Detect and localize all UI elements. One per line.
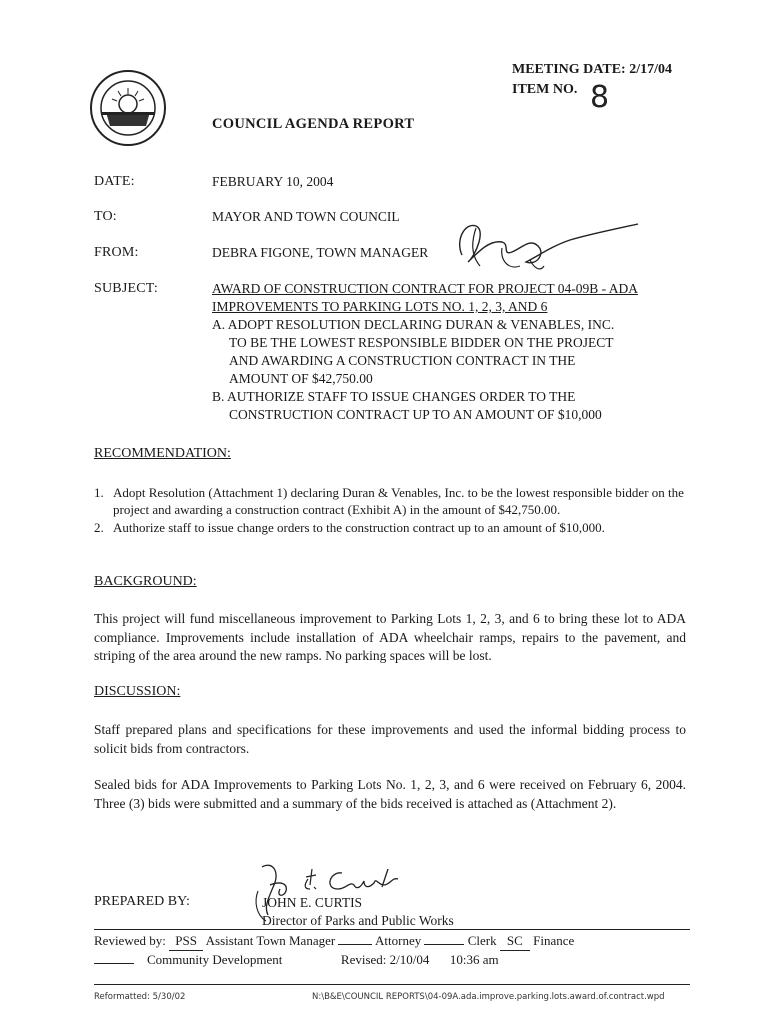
footer-file-path: N:\B&E\COUNCIL REPORTS\04-09A.ada.improve.parking.lots.award.of.contract.wpd [312, 992, 665, 1002]
preparer-title: Director of Parks and Public Works [262, 913, 454, 928]
revised-time: 10:36 am [449, 952, 499, 967]
to-label: TO: [94, 209, 117, 224]
clerk-blank [424, 944, 464, 945]
atm-label: Assistant Town Manager [205, 933, 336, 948]
discussion-para-1 [94, 721, 686, 758]
review-line-1 [94, 932, 694, 951]
recommendation-heading: RECOMMENDATION: [94, 446, 231, 461]
footer-reformatted: Reformatted: 5/30/02 [94, 992, 186, 1002]
list-item-text: Adopt Resolution (Attachment 1) declaring Duran & Venables, Inc. to be the lowest responsible bidder on the project and awarding a construction contract (Exhibit A) in the amount of $42,750.00. [113, 485, 684, 517]
review-block [94, 932, 694, 969]
meeting-date: MEETING DATE: 2/17/04 [512, 62, 672, 77]
background-text [94, 610, 686, 666]
subject-line: IMPROVEMENTS TO PARKING LOTS NO. 1, 2, 3, AND 6 [212, 299, 548, 314]
subject-a-line: AMOUNT OF $42,750.00 [229, 371, 373, 386]
subject-line: AWARD OF CONSTRUCTION CONTRACT FOR PROJECT 04-09B - ADA [212, 281, 638, 296]
background-paragraph: This project will fund miscellaneous improvement to Parking Lots 1, 2, 3, and 6 to bring these lot to ADA compliance. Improvements include installation of ADA wheelchair ramps, repairs to the pavement, and striping of the area around the new ramps. No parking spaces will be lost. [94, 611, 686, 663]
subject-a-line: TO BE THE LOWEST RESPONSIBLE BIDDER ON THE PROJECT [229, 335, 614, 350]
community-label: Community Development [147, 952, 283, 967]
divider [94, 929, 690, 930]
prepared-by-label: PREPARED BY: [94, 894, 190, 909]
subject-block [212, 280, 692, 424]
discussion-heading: DISCUSSION: [94, 684, 181, 699]
from-label: FROM: [94, 245, 139, 260]
attorney-label: Attorney [375, 933, 422, 948]
date-label: DATE: [94, 174, 135, 189]
list-item [94, 519, 690, 536]
preparer-name: JOHN E. CURTIS [262, 895, 363, 910]
subject-b-line: B. AUTHORIZE STAFF TO ISSUE CHANGES ORDER TO THE [212, 389, 576, 404]
subject-a-line: AND AWARDING A CONSTRUCTION CONTRACT IN THE [229, 353, 576, 368]
list-item-number: 1. [94, 485, 104, 500]
review-line-2 [94, 951, 694, 969]
item-number-handwritten: 8 [590, 80, 610, 115]
list-item-number: 2. [94, 520, 104, 535]
finance-label: Finance [533, 933, 575, 948]
subject-label: SUBJECT: [94, 281, 158, 296]
discussion-paragraph: Staff prepared plans and specifications for these improvements and used the informal bidding process to solicit bids from contractors. [94, 722, 686, 756]
from-value: DEBRA FIGONE, TOWN MANAGER [212, 245, 429, 260]
discussion-para-2 [94, 776, 686, 813]
preparer-block [262, 894, 454, 930]
discussion-paragraph: Sealed bids for ADA Improvements to Parking Lots No. 1, 2, 3, and 6 were received on February 6, 2004. Three (3) bids were submitted and a summary of the bids received is attached as (Attachment 2). [94, 777, 686, 811]
subject-a-line: A. ADOPT RESOLUTION DECLARING DURAN & VENABLES, INC. [212, 317, 615, 332]
list-item [94, 484, 690, 518]
date-value: FEBRUARY 10, 2004 [212, 174, 334, 189]
report-title: COUNCIL AGENDA REPORT [212, 116, 415, 132]
attorney-blank [338, 944, 372, 945]
revised-date: Revised: 2/10/04 [340, 952, 430, 967]
clerk-label: Clerk [467, 933, 497, 948]
item-no-label: ITEM NO. [512, 82, 578, 97]
background-heading: BACKGROUND: [94, 574, 197, 589]
divider [94, 984, 690, 985]
reviewed-by-label: Reviewed by: [94, 933, 166, 948]
to-value: MAYOR AND TOWN COUNCIL [212, 209, 400, 224]
atm-initials: PSS [169, 932, 203, 951]
manager-signature [240, 210, 660, 280]
town-seal [88, 68, 168, 148]
community-blank [94, 963, 134, 964]
recommendation-list [94, 484, 690, 537]
subject-b-line: CONSTRUCTION CONTRACT UP TO AN AMOUNT OF $10,000 [229, 407, 602, 422]
list-item-text: Authorize staff to issue change orders to the construction contract up to an amount of $10,000. [113, 520, 605, 535]
finance-initials: SC [500, 932, 530, 951]
